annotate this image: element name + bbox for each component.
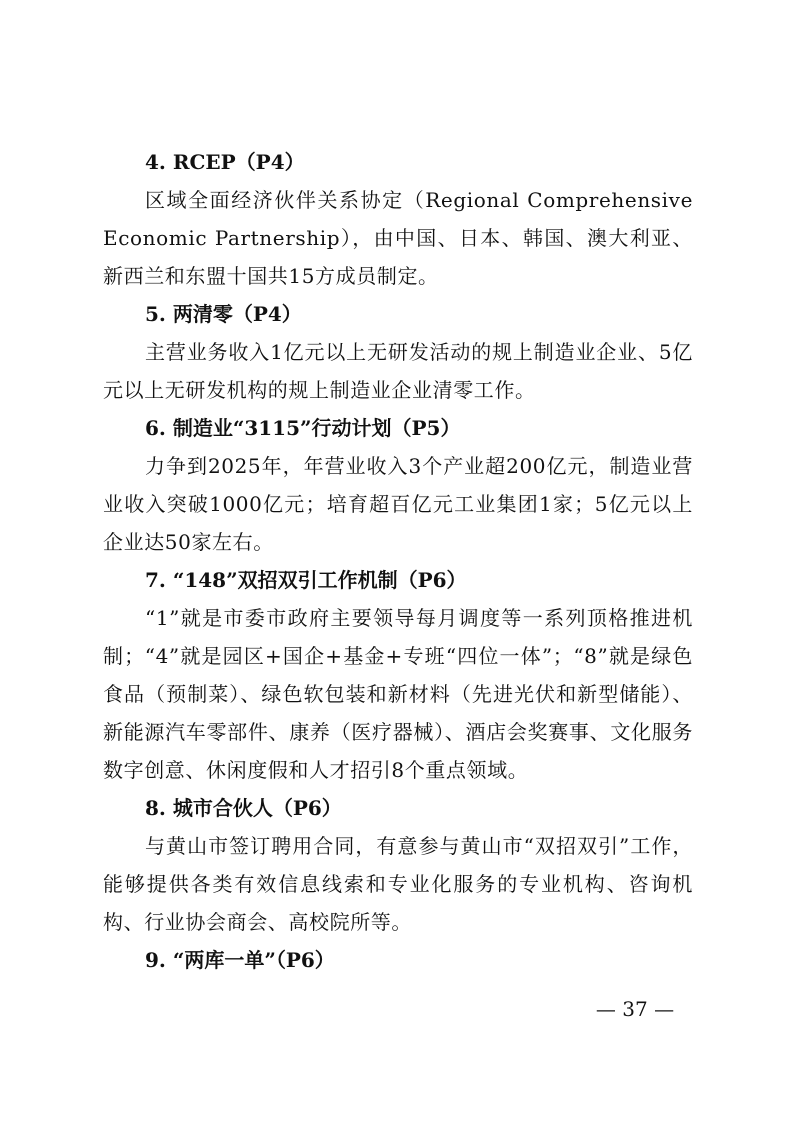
term-7-body: “1”就是市委市政府主要领导每月调度等一系列顶格推进机制；“4”就是园区+国企+基金+专班“四位一体”；“8”就是绿色食品（预制菜）、绿色软包装和新材料（先进光伏和新型储能）、新能源汽车零部件、康养（医疗器械）、酒店会奖赛事、文化服务数字创意、休闲度假和人才招引8个重点领域。	[103, 606, 693, 782]
term-9-heading: 9. “两库一单”（P6）	[145, 948, 335, 972]
term-6-body: 力争到2025年，年营业收入3个产业超200亿元，制造业营业收入突破1000亿元；培育超百亿元工业集团1家；5亿元以上企业达50家左右。	[103, 454, 693, 554]
term-4	[103, 143, 693, 295]
document-content	[103, 143, 693, 979]
term-6-heading: 6. 制造业“3115”行动计划（P5）	[145, 416, 461, 440]
term-8-body: 与黄山市签订聘用合同，有意参与黄山市“双招双引”工作，能够提供各类有效信息线索和专业化服务的专业机构、咨询机构、行业协会商会、高校院所等。	[103, 834, 693, 934]
term-7	[103, 561, 693, 789]
term-7-heading: 7. “148”双招双引工作机制（P6）	[145, 568, 467, 592]
term-9	[103, 941, 693, 979]
term-5-body: 主营业务收入1亿元以上无研发活动的规上制造业企业、5亿元以上无研发机构的规上制造业企业清零工作。	[103, 340, 693, 402]
term-4-body: 区域全面经济伙伴关系协定（Regional Comprehensive Economic Partnership），由中国、日本、韩国、澳大利亚、新西兰和东盟十国共15方成员制定。	[103, 188, 693, 288]
term-5	[103, 295, 693, 409]
term-6	[103, 409, 693, 561]
term-5-heading: 5. 两清零（P4）	[145, 302, 302, 326]
page-number: — 37 —	[595, 997, 675, 1021]
term-4-heading: 4. RCEP（P4）	[145, 150, 305, 174]
term-8	[103, 789, 693, 941]
term-8-heading: 8. 城市合伙人（P6）	[145, 796, 342, 820]
